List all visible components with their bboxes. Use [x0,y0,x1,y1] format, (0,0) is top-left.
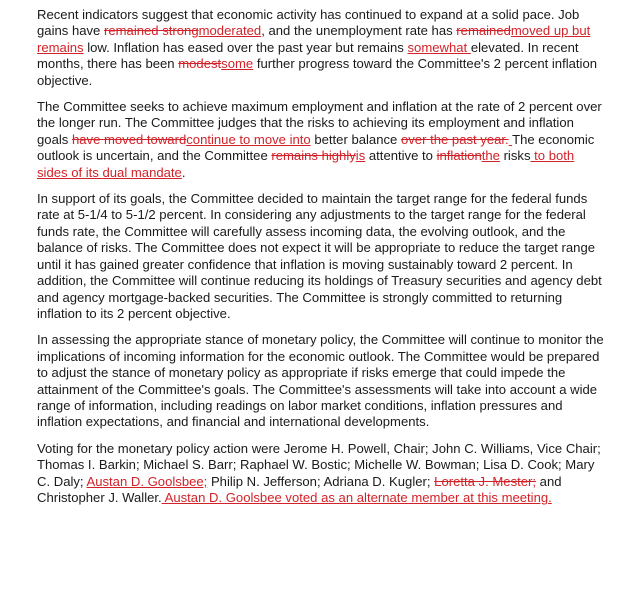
deleted-text: over the past year. [400,131,509,147]
text-segment: The Committee seeks to achieve maximum employment and inflation at the rate of 2 percent over the longer run. The Committee judges that the risks to achieving its employment and inflation goals [37,99,602,147]
text-segment: In support of its goals, the Committee decided to maintain the target range for the federal funds rate at 5-1/4 to 5-1/2 percent. In considering any adjustments to the target range for the federal funds rate, the Committee will carefully assess incoming data, the evolving outlook, and the balance of risks. The Committee does not expect it will be appropriate to reduce the target range until it has gained greater confidence that inflation is moving sustainably toward 2 percent. In addition, the Committee will continue reducing its holdings of Treasury securities and agency debt and agency mortgage-backed securities. The Committee is strongly committed to returning inflation to its 2 percent objective. [37,191,602,321]
deleted-text: have moved toward [71,131,187,147]
inserted-text: some [221,56,254,72]
inserted-text: somewhat [407,39,471,55]
fomc-statement-redline [37,7,607,506]
text-segment: , and the unemployment rate has [261,23,457,39]
text-segment: Voting for the monetary policy action were Jerome H. Powell, Chair; John C. Williams, Vice Chair; Thomas I. Barkin; Michael S. Barr; Raphael W. Bostic; Michelle W. Bowman; Lisa D. Cook; Mary C. Daly; [37,440,601,489]
text-segment: In assessing the appropriate stance of monetary policy, the Committee will continue to monitor the implications of incoming information for the economic outlook. The Committee would be prepared to adjust the stance of monetary policy as appropriate if risks emerge that could impede the attainment of the Committee's goals. The Committee's assessments will take into account a wide range of information, including readings on labor market conditions, inflation pressures and inflation expectations, and financial and international developments. [37,332,604,430]
paragraph-monetary-policy-stance [37,332,607,430]
text-segment: low. Inflation has eased over the past year but remains [83,39,408,55]
inserted-text: is [355,148,366,164]
inserted-text: moved up but remains [37,23,591,55]
text-segment: The economic outlook is uncertain, and the Committee [37,131,595,164]
text-segment: better balance [310,131,401,147]
inserted-text: continue to move into [186,131,311,147]
text-segment: Philip N. Jefferson; Adriana D. Kugler; [207,473,435,489]
inserted-text: Austan D. Goolsbee; [86,473,208,489]
text-segment: and Christopher J. Waller. [37,473,562,505]
inserted-text: moderated [198,23,262,39]
paragraph-economic-activity [37,7,607,89]
deleted-text: remained strong [103,23,199,39]
paragraph-voting-members [37,441,607,507]
inserted-text: to both sides of its dual mandate [37,148,575,180]
text-segment: further progress toward the Committee's 2 percent inflation objective. [37,56,598,88]
deleted-text: modest [178,56,222,72]
text-segment: attentive to [365,148,437,164]
deleted-text: inflation [436,148,482,164]
paragraph-federal-funds-rate [37,191,607,322]
text-segment: risks [499,148,531,164]
text-segment: elevated. In recent months, there has been [37,39,579,72]
inserted-text: Austan D. Goolsbee voted as an alternate member at this meeting. [161,489,552,505]
text-segment: . [181,164,186,180]
inserted-text: the [481,148,500,164]
deleted-text: Loretta J. Mester; [434,473,537,489]
text-segment: Recent indicators suggest that economic activity has continued to expand at a solid pace. Job gains have [37,7,580,39]
deleted-text: remains highly [271,148,356,164]
deleted-text: remained [456,23,511,39]
paragraph-committee-goals [37,99,607,181]
